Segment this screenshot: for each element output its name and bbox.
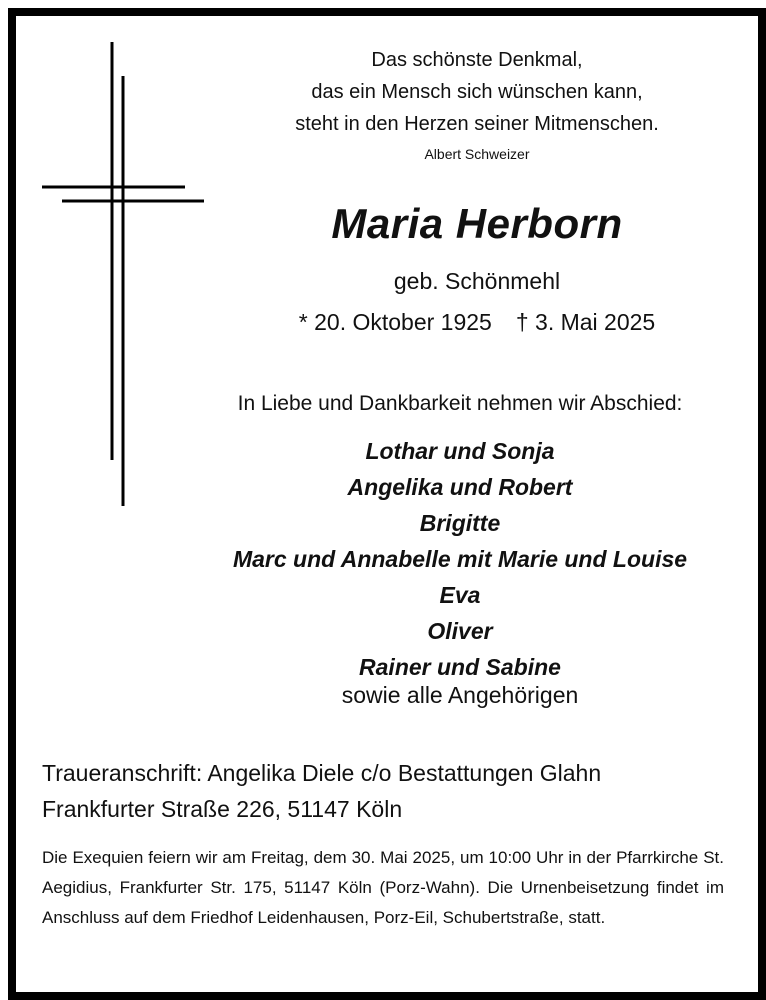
mourner-name: Marc und Annabelle mit Marie und Louise [232,546,688,572]
service-details: Die Exequien feiern wir am Freitag, dem 30. Mai 2025, um 10:00 Uhr in der Pfarrkirche St. Aegidius, Frankfurter Str. 175, 51147 Köln (Porz-Wahn). Die Urnenbeisetzung findet im Anschluss auf dem Friedhof Leidenhausen, Porz-Eil, Schubertstraße, statt. [42,848,724,927]
deceased-name: Maria Herborn [331,200,623,247]
birth-name: geb. Schönmehl [393,268,561,294]
address-line: Traueranschrift: Angelika Diele c/o Bestattungen Glahn [42,760,602,786]
quote-line: das ein Mensch sich wünschen kann, [311,81,643,103]
mourner-name: Brigitte [419,510,501,536]
mourning-address [42,755,732,827]
address-line: Frankfurter Straße 226, 51147 Köln [42,796,403,822]
quote-author: Albert Schweizer [424,146,530,162]
mourner-name: Lothar und Sonja [365,438,555,464]
quote-line: Das schönste Denkmal, [371,49,583,71]
quote-line: steht in den Herzen seiner Mitmenschen. [295,113,659,135]
farewell-text: In Liebe und Dankbarkeit nehmen wir Abschied: [237,392,683,415]
mourner-name: Angelika und Robert [347,474,573,500]
mourner-name: Eva [439,582,481,608]
memorial-quote [250,44,704,140]
mourner-name: Oliver [427,618,493,644]
birth-date: * 20. Oktober 1925 [298,309,492,335]
death-date: † 3. Mai 2025 [515,309,656,335]
mourners-list [180,433,740,685]
relatives-text: sowie alle Angehörigen [341,682,579,708]
mourner-name: Rainer und Sabine [359,654,561,680]
life-dates [240,309,714,336]
